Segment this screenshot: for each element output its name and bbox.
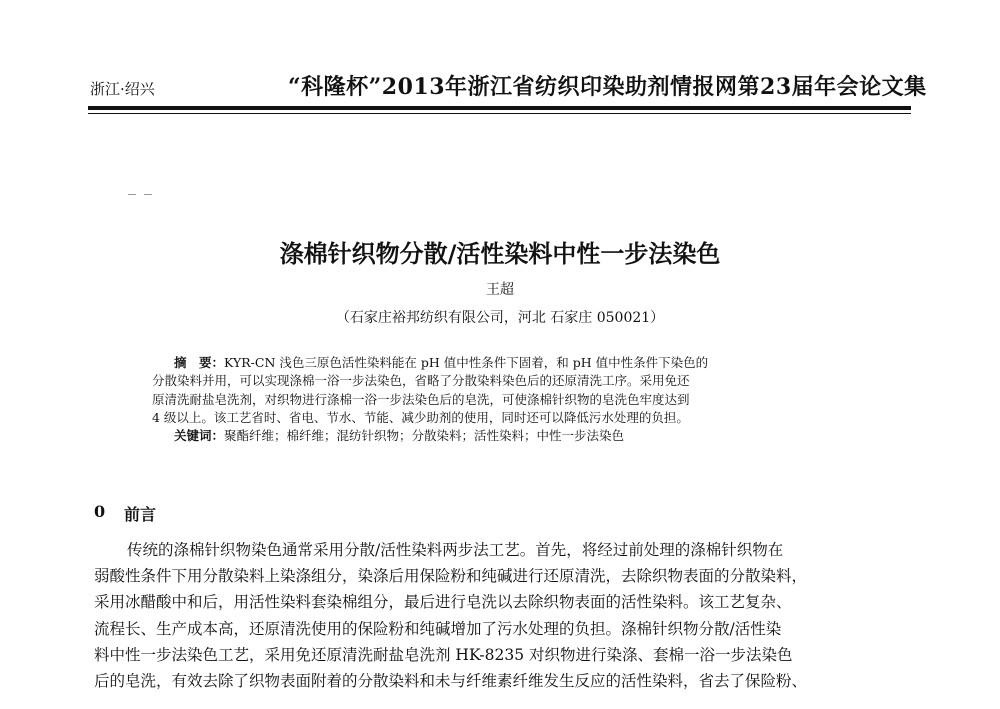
keywords-text: 聚酯纤维；棉纤维；混纺针织物；分散染料；活性染料；中性一步法染色: [224, 428, 625, 444]
body-line: 弱酸性条件下用分散染料上染涤组分，染涤后用保险粉和纯碱进行还原清洗，去除织物表面的分散染料，: [94, 567, 808, 586]
scan-mark: [128, 194, 136, 195]
body-line: 后的皂洗，有效去除了织物表面附着的分散染料和未与纤维素纤维发生反应的活性染料，省去了保险粉、: [94, 672, 808, 691]
body-text: [94, 537, 900, 694]
body-line: 采用冰醋酸中和后，用活性染料套染棉组分，最后进行皂洗以去除织物表面的活性染料。该工艺复杂、: [94, 593, 792, 612]
abstract-line: 分散染料并用，可以实现涤棉一浴一步法染色，省略了分散染料染色后的还原清洗工序。采用免还: [152, 373, 690, 389]
header-proceedings-title: “科隆杯”2013年浙江省纺织印染助剂情报网第23届年会论文集: [288, 74, 927, 100]
abstract-line: 4 级以上。该工艺省时、省电、节水、节能、减少助剂的使用，同时还可以降低污水处理的负担。: [152, 409, 689, 425]
body-line: 料中性一步法染色工艺，采用免还原清洗耐盐皂洗剂 HK-8235 对织物进行染涤、套棉一浴一步法染色: [94, 645, 793, 664]
abstract-label: 摘 要：: [174, 355, 225, 370]
section-number: 0: [94, 502, 106, 521]
section-title: 前言: [124, 505, 157, 524]
scan-mark: [144, 194, 152, 195]
abstract-line: 摘 要：KYR-CN 浅色三原色活性染料能在 pH 值中性条件下固着，和 pH 值中性条件下染色的: [174, 355, 709, 370]
keywords-line: [152, 427, 832, 445]
keywords-label: 关键词：: [174, 428, 225, 444]
abstract-block: [152, 354, 832, 445]
paper-author: 王超: [486, 282, 514, 298]
abstract-line: 原清洗耐盐皂洗剂，对织物进行涤棉一浴一步法染色后的皂洗，可使涤棉针织物的皂洗色牢度达到: [152, 391, 690, 407]
header-location: 浙江·绍兴: [90, 80, 155, 98]
body-line: 流程长、生产成本高，还原清洗使用的保险粉和纯碱增加了污水处理的负担。涤棉针织物分散/活性染: [94, 619, 782, 638]
paper-affiliation: （石家庄裕邦纺织有限公司，河北 石家庄 050021）: [335, 310, 665, 326]
header-rule-thick: [88, 106, 911, 110]
header-rule-thin: [88, 113, 911, 114]
body-line: 传统的涤棉针织物染色通常采用分散/活性染料两步法工艺。首先，将经过前处理的涤棉针织物在: [127, 541, 784, 559]
paper-title: 涤棉针织物分散/活性染料中性一步法染色: [279, 240, 721, 268]
